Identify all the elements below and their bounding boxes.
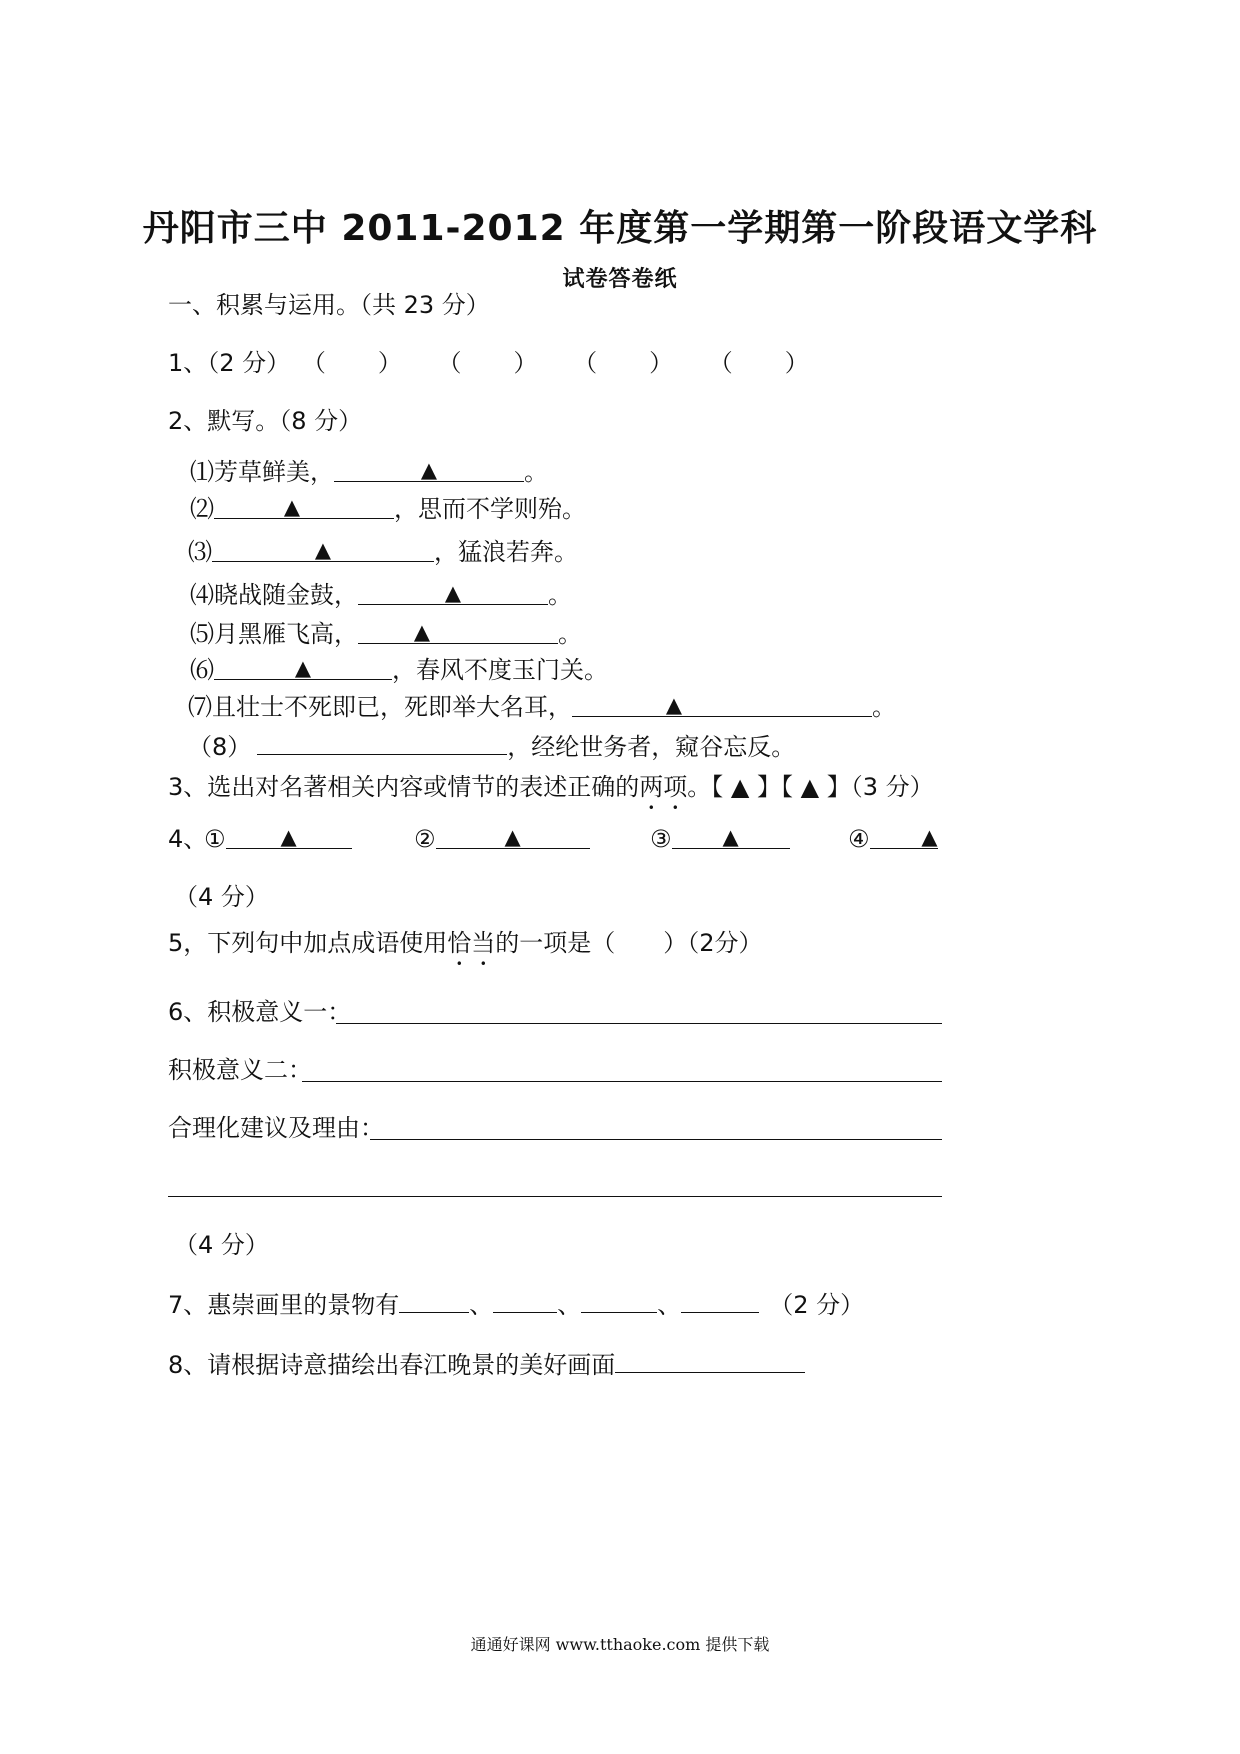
- triangle-marker-icon: ▲: [283, 495, 301, 519]
- triangle-marker-icon: ▲: [444, 581, 462, 605]
- answer-line-6-2[interactable]: [302, 1081, 942, 1082]
- answer-line-6-3[interactable]: [370, 1139, 942, 1140]
- page-subtitle: 试卷答卷纸: [562, 267, 678, 292]
- dictation-blank-3[interactable]: [212, 535, 434, 562]
- answer-blank-4-4[interactable]: [870, 822, 938, 849]
- dictation-blank-1[interactable]: [334, 455, 524, 482]
- answer-blank-8[interactable]: [615, 1346, 805, 1373]
- question-4-item-2: ② ▲: [414, 822, 590, 856]
- section-heading: 一、积累与运用。（共 23 分）: [168, 291, 490, 319]
- page-title: 丹阳市三中 2011-2012 年度第一学期第一阶段语文学科: [142, 208, 1098, 249]
- answer-blank-7-3[interactable]: [581, 1286, 657, 1313]
- answer-line-6-1[interactable]: [336, 1023, 942, 1024]
- dictation-item-3: ⑶ ▲ ，猛浪若奔。: [188, 535, 578, 569]
- page-footer: 通通好课网 www.tthaoke.com 提供下载: [470, 1635, 770, 1654]
- triangle-marker-icon: ▲: [294, 656, 312, 680]
- question-6-line-2: 积极意义二：: [168, 1056, 312, 1084]
- question-5: 5，下列句中加点成语使用恰当的一项是（ ）（2分）: [168, 929, 763, 957]
- dictation-item-6: ⑹ ▲ ，春风不度玉门关。: [190, 653, 608, 687]
- answer-blank-2[interactable]: （ ）: [437, 349, 538, 377]
- answer-blank-7-4[interactable]: [681, 1286, 759, 1313]
- dictation-item-4: ⑷晓战随金鼓， ▲ 。: [190, 578, 572, 612]
- dictation-blank-2[interactable]: [214, 492, 394, 519]
- triangle-marker-icon: ▲: [413, 620, 431, 644]
- question-7: 7、惠崇画里的景物有 、 、 、 （2 分）: [168, 1286, 864, 1322]
- dictation-item-8: （8） ，经纶世务者，窥谷忘反。: [188, 728, 795, 764]
- question-4-score: （4 分）: [174, 883, 269, 911]
- question-1: [168, 346, 809, 380]
- question-1-label: 1、（2 分）: [168, 349, 291, 377]
- answer-blank-4-3[interactable]: [672, 822, 790, 849]
- triangle-marker-icon: ▲: [665, 693, 683, 717]
- answer-blank-3[interactable]: （ ）: [573, 349, 674, 377]
- dictation-item-7: ⑺且壮士不死即已，死即举大名耳， ▲ 。: [188, 690, 896, 724]
- dictation-item-2: ⑵ ▲ ，思而不学则殆。: [190, 492, 586, 526]
- question-4-item-4: ④ ▲: [848, 822, 938, 856]
- triangle-marker-icon: ▲: [722, 825, 739, 849]
- dictation-blank-7[interactable]: [572, 690, 872, 717]
- answer-blank-4[interactable]: （ ）: [708, 349, 809, 377]
- question-3: 3、选出对名著相关内容或情节的表述正确的两项。【 ▲ 】【 ▲ 】（3 分）: [168, 773, 934, 801]
- question-6-score: （4 分）: [174, 1231, 269, 1259]
- triangle-marker-icon: ▲: [504, 825, 521, 849]
- triangle-marker-icon: ▲: [280, 825, 297, 849]
- question-6-line-1: 6、积极意义一：: [168, 998, 352, 1026]
- answer-blank-4-1[interactable]: [226, 822, 352, 849]
- question-8: 8、请根据诗意描绘出春江晚景的美好画面: [168, 1346, 805, 1382]
- question-4-label: 4、: [168, 825, 208, 853]
- dictation-item-1: ⑴芳草鲜美， ▲ 。: [190, 455, 548, 489]
- dictation-blank-5[interactable]: [358, 617, 558, 644]
- answer-blank-7-2[interactable]: [493, 1286, 557, 1313]
- dictation-blank-6[interactable]: [214, 653, 392, 680]
- answer-blank-7-1[interactable]: [399, 1286, 469, 1313]
- question-2-label: 2、默写。（8 分）: [168, 407, 363, 435]
- question-4-item-3: ③ ▲: [650, 822, 790, 856]
- answer-blank-4-2[interactable]: [436, 822, 590, 849]
- emphasis-text: 两项: [639, 773, 688, 801]
- answer-line-6-4[interactable]: [168, 1196, 942, 1197]
- triangle-marker-icon: ▲: [314, 538, 332, 562]
- question-6-line-3: 合理化建议及理由：: [168, 1114, 384, 1142]
- dictation-item-5: ⑸月黑雁飞高， ▲ 。: [190, 617, 582, 651]
- dictation-blank-4[interactable]: [358, 578, 548, 605]
- triangle-marker-icon: ▲: [420, 458, 438, 482]
- dictation-blank-8[interactable]: [257, 728, 507, 755]
- emphasis-text: 恰当: [447, 929, 496, 957]
- triangle-marker-icon: ▲: [921, 825, 938, 849]
- answer-blank-1[interactable]: （ ）: [301, 349, 402, 377]
- question-4-item-1: ① ▲: [204, 822, 352, 856]
